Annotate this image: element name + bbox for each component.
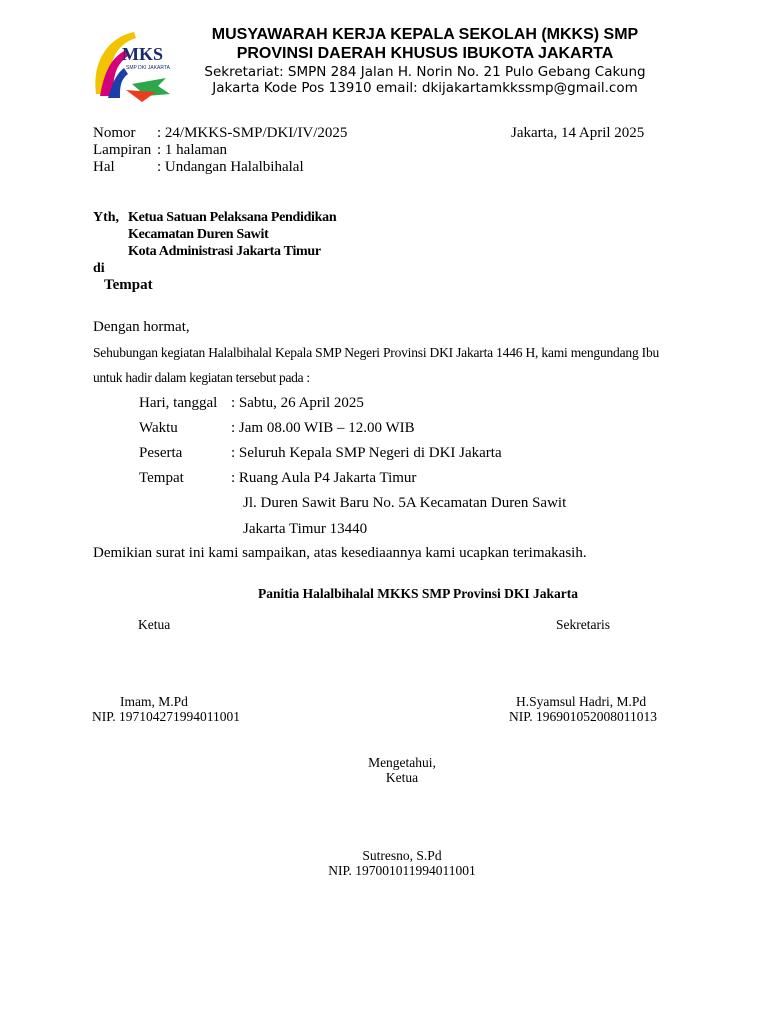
mkks-logo bbox=[86, 24, 182, 108]
recipient-tempat: Tempat bbox=[104, 277, 153, 293]
left-nip: NIP. 197104271994011001 bbox=[92, 709, 241, 724]
center-nip: NIP. 197001011994011001 bbox=[328, 863, 476, 878]
greeting: Dengan hormat, bbox=[93, 319, 190, 335]
letterhead-address-line2: Jakarta Kode Pos 13910 email: dkijakartamkkssmp@gmail.com bbox=[212, 80, 638, 96]
left-role: Ketua bbox=[138, 617, 171, 632]
recipient-line1: Ketua Satuan Pelaksana Pendidikan bbox=[128, 210, 337, 225]
hal-value: : Undangan Halalbihalal bbox=[157, 159, 304, 175]
left-name: Imam, M.Pd bbox=[120, 694, 188, 709]
right-role: Sekretaris bbox=[556, 617, 610, 632]
lampiran-label: Lampiran bbox=[93, 142, 152, 158]
tempat-value: : Ruang Aula P4 Jakarta Timur bbox=[231, 470, 417, 486]
para-line1: Sehubungan kegiatan Halalbihalal Kepala SMP Negeri Provinsi DKI Jakarta 1446 H, kami mengundang Ibu bbox=[93, 345, 660, 360]
waktu-label: Waktu bbox=[139, 420, 178, 436]
venue-address1: Jl. Duren Sawit Baru No. 5A Kecamatan Duren Sawit bbox=[243, 495, 567, 511]
venue-address2: Jakarta Timur 13440 bbox=[243, 521, 368, 537]
letterhead-address-line1: Sekretariat: SMPN 284 Jalan H. Norin No. 21 Pulo Gebang Cakung bbox=[204, 64, 646, 80]
lampiran-value: : 1 halaman bbox=[157, 142, 227, 158]
recipient-di: di bbox=[93, 261, 105, 276]
hari-label: Hari, tanggal bbox=[139, 395, 218, 411]
committee-title: Panitia Halalbihalal MKKS SMP Provinsi DKI Jakarta bbox=[257, 586, 579, 601]
nomor-label: Nomor bbox=[93, 125, 136, 141]
mengetahui: Mengetahui, bbox=[368, 755, 436, 770]
peserta-value: : Seluruh Kepala SMP Negeri di DKI Jakarta bbox=[231, 445, 502, 461]
hal-label: Hal bbox=[93, 159, 115, 175]
nomor-value: : 24/MKKS-SMP/DKI/IV/2025 bbox=[157, 125, 348, 141]
logo-text: MKS bbox=[122, 44, 164, 64]
center-role: Ketua bbox=[385, 770, 419, 785]
letterhead-title-line1: MUSYAWARAH KERJA KEPALA SEKOLAH (MKKS) SMP bbox=[211, 26, 639, 43]
place-date: Jakarta, 14 April 2025 bbox=[511, 125, 645, 141]
para-line2: untuk hadir dalam kegiatan tersebut pada : bbox=[93, 370, 310, 385]
tempat-label: Tempat bbox=[139, 470, 184, 486]
recipient-line2: Kecamatan Duren Sawit bbox=[128, 227, 269, 242]
letterhead-title-line2: PROVINSI DAERAH KHUSUS IBUKOTA JAKARTA bbox=[236, 45, 614, 62]
center-name: Sutresno, S.Pd bbox=[362, 848, 442, 863]
hari-value: : Sabtu, 26 April 2025 bbox=[231, 395, 364, 411]
waktu-value: : Jam 08.00 WIB – 12.00 WIB bbox=[231, 420, 415, 436]
closing: Demikian surat ini kami sampaikan, atas kesediaannya kami ucapkan terimakasih. bbox=[93, 545, 587, 561]
logo-subtext: SMP DKI JAKARTA bbox=[126, 65, 170, 71]
recipient-line3: Kota Administrasi Jakarta Timur bbox=[128, 244, 321, 259]
peserta-label: Peserta bbox=[139, 445, 183, 461]
right-nip: NIP. 196901052008011013 bbox=[509, 709, 658, 724]
recipient-yth: Yth, bbox=[93, 210, 120, 225]
right-name: H.Syamsul Hadri, M.Pd bbox=[516, 694, 647, 709]
